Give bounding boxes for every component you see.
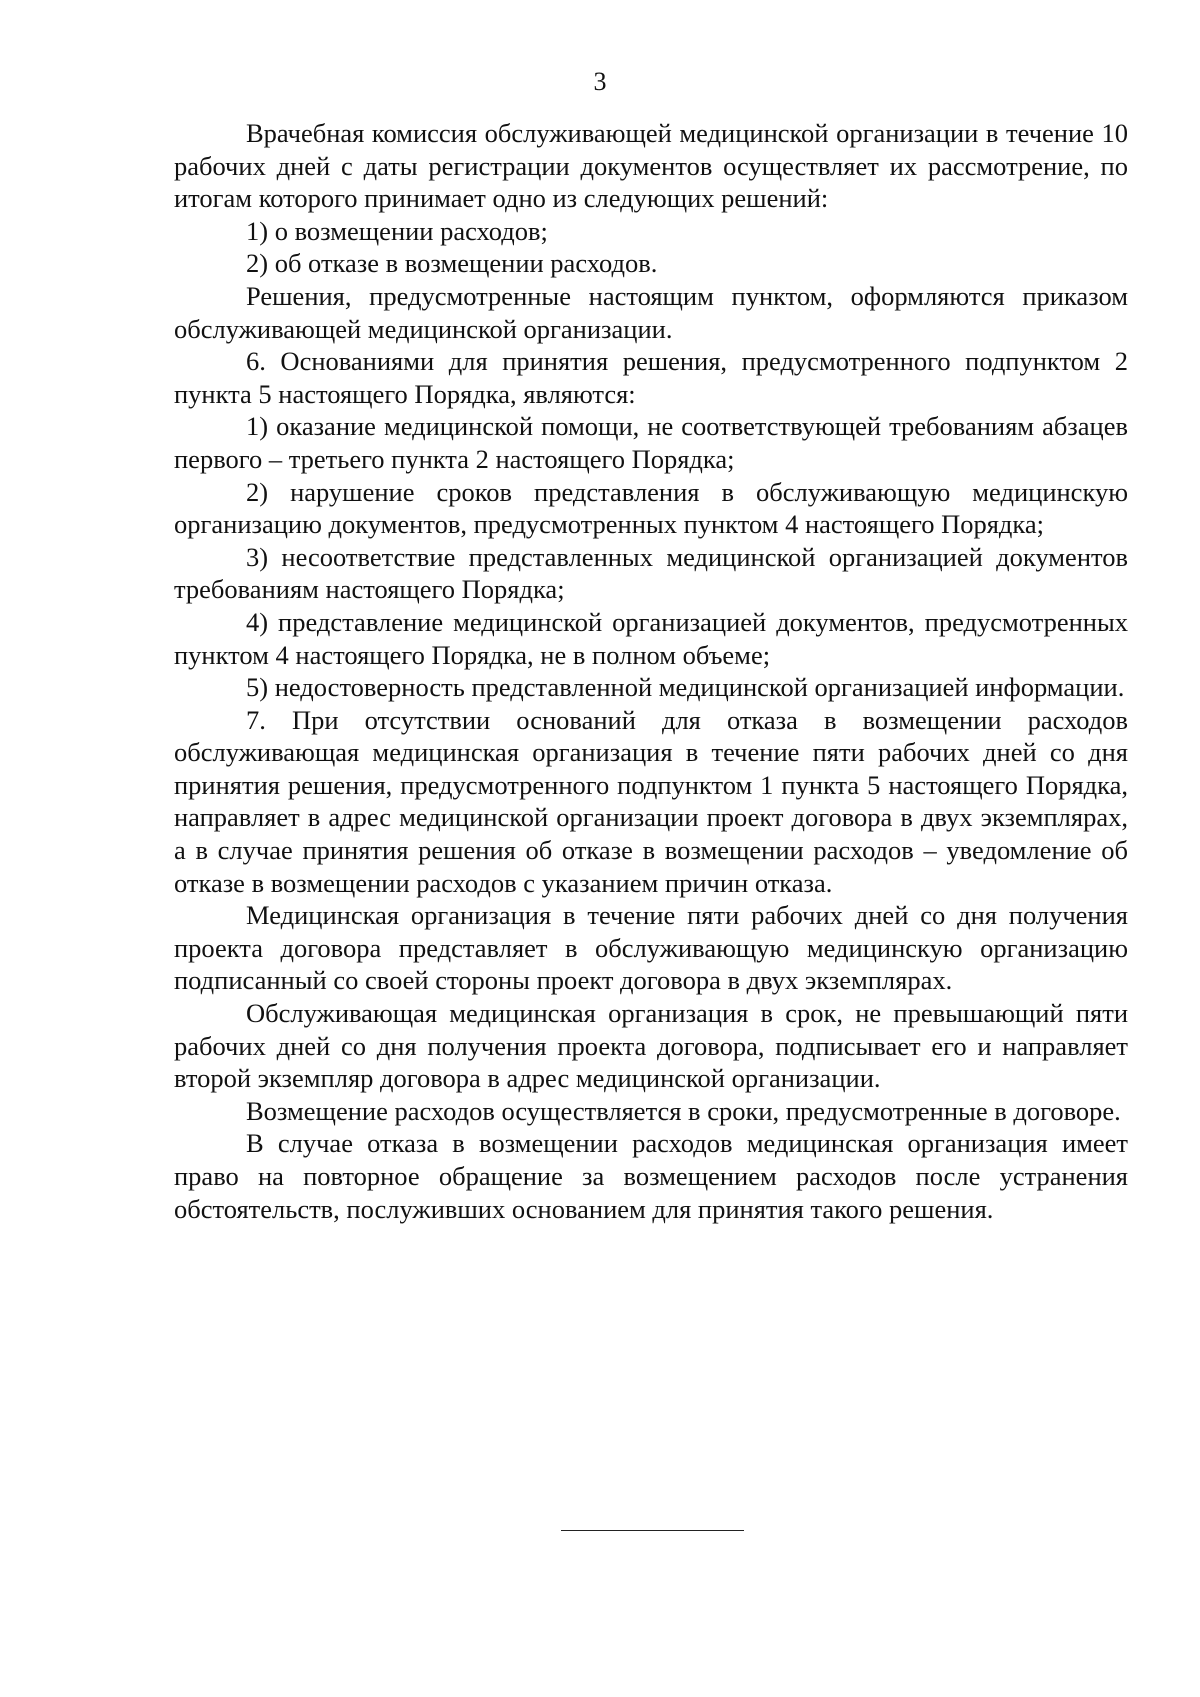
clause-6-grounds: 6. Основаниями для принятия решения, предусмотренного подпунктом 2 пункта 5 настоящего Порядка, являются: [174,346,1128,409]
closing-rule [561,1530,744,1531]
paragraph-reapplication: В случае отказа в возмещении расходов медицинская организация имеет право на повторное обращение за возмещением расходов после устранения обстоятельств, послуживших основанием для принятия такого решения. [174,1128,1128,1224]
ground-item-1: 1) оказание медицинской помощи, не соответствующей требованиям абзацев первого – третьего пункта 2 настоящего Порядка; [174,411,1128,474]
page-number: 3 [593,67,607,96]
paragraph-second-copy: Обслуживающая медицинская организация в срок, не превышающий пяти рабочих дней со дня получения проекта договора, подписывает его и направляет второй экземпляр договора в адрес медицинской организации. [174,998,1128,1094]
paragraph-medical-commission: Врачебная комиссия обслуживающей медицинской организации в течение 10 рабочих дней с даты регистрации документов осуществляет их рассмотрение, по итогам которого принимает одно из следующих решений: [174,118,1128,214]
decision-option-refuse: 2) об отказе в возмещении расходов. [246,248,658,279]
paragraph-signed-draft: Медицинская организация в течение пяти рабочих дней со дня получения проекта договора представляет в обслуживающую медицинскую организацию подписанный со своей стороны проект договора в двух экземплярах. [174,900,1128,996]
ground-item-4: 4) представление медицинской организацией документов, предусмотренных пунктом 4 настоящего Порядка, не в полном объеме; [174,606,1128,670]
decision-option-reimburse: 1) о возмещении расходов; [246,215,548,246]
ground-item-2: 2) нарушение сроков представления в обслуживающую медицинскую организацию документов, предусмотренных пунктом 4 настоящего Порядка; [174,476,1128,540]
paragraph-reimbursement-terms: Возмещение расходов осуществляется в сроки, предусмотренные в договоре. [246,1095,1121,1126]
document-body [174,117,1128,1225]
ground-item-3: 3) несоответствие представленных медицинской организацией документов требованиям настоящего Порядка; [174,541,1128,605]
clause-7-contract: 7. При отсутствии оснований для отказа в возмещении расходов обслуживающая медицинская организация в течение пяти рабочих дней со дня принятия решения, предусмотренного подпунктом 1 пункта 5 настоящего Порядка, направляет в адрес медицинской организации проект договора в двух экземплярах, а в случае принятия решения об отказе в возмещении расходов – уведомление об отказе в возмещении расходов с указанием причин отказа. [174,704,1128,898]
ground-item-5: 5) недостоверность представленной медицинской организацией информации. [246,672,1125,703]
paragraph-decisions-order: Решения, предусмотренные настоящим пунктом, оформляются приказом обслуживающей медицинской организации. [174,280,1128,344]
